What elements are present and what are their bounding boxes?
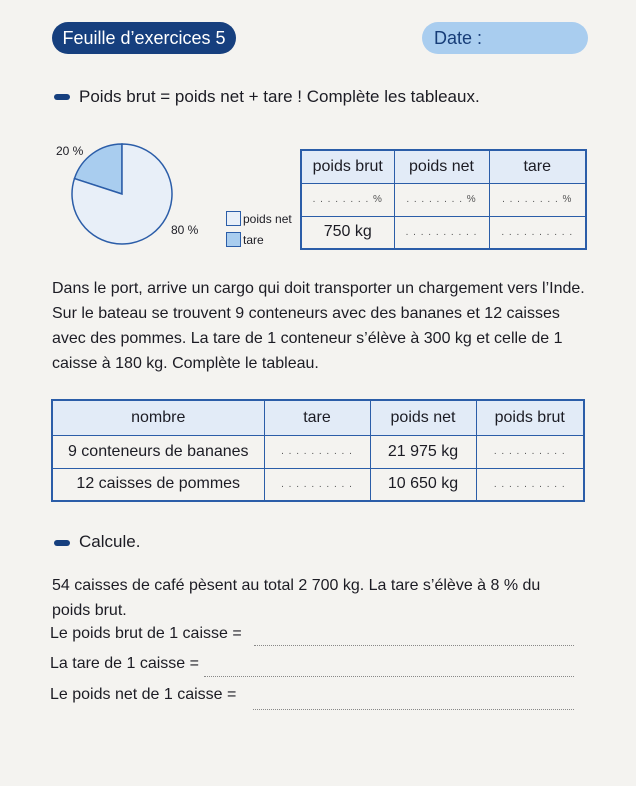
bullet-dash-icon [54, 94, 70, 100]
date-field[interactable]: Date : [422, 22, 588, 54]
answer-label-tare: La tare de 1 caisse = [50, 655, 199, 672]
table2-cell[interactable]: . . . . . . . . . . [264, 435, 370, 468]
table2-cell[interactable]: . . . . . . . . . . [264, 468, 370, 501]
slice-label-net: 80 % [171, 223, 199, 237]
table1-cell[interactable]: . . . . . . . . . . [394, 216, 489, 249]
table1-cell[interactable]: . . . . . . . . % [301, 183, 394, 216]
table2-header-brut: poids brut [476, 400, 584, 435]
problem-2-text: 54 caisses de café pèsent au total 2 700 kg. La tare s’élève à 8 % du poids brut. [52, 577, 541, 619]
table2-cell[interactable]: . . . . . . . . . . [476, 435, 584, 468]
instruction-1: Poids brut = poids net + tare ! Complète les tableaux. [79, 87, 480, 106]
legend-item-tare [226, 232, 264, 247]
answer-label-brut: Le poids brut de 1 caisse = [50, 625, 242, 642]
table1-cell[interactable]: . . . . . . . . % [394, 183, 489, 216]
legend-label-net: poids net [243, 211, 292, 226]
table2-header-net: poids net [370, 400, 476, 435]
table1-header-net: poids net [394, 150, 489, 183]
table1-cell[interactable]: . . . . . . . . . . [489, 216, 586, 249]
answer-line-net[interactable] [253, 709, 574, 710]
table2-cell: 10 650 kg [370, 468, 476, 501]
table1-header-brut: poids brut [301, 150, 394, 183]
table2-cell[interactable]: . . . . . . . . . . [476, 468, 584, 501]
table1-cell: 750 kg [301, 216, 394, 249]
table1-cell[interactable]: . . . . . . . . % [489, 183, 586, 216]
legend-label-tare: tare [243, 232, 264, 247]
answer-line-tare[interactable] [204, 676, 574, 677]
table2-cell: 21 975 kg [370, 435, 476, 468]
legend-item-net [226, 211, 292, 226]
legend-swatch-tare [226, 232, 241, 247]
legend-swatch-net [226, 211, 241, 226]
bullet-dash-icon [54, 540, 70, 546]
table2-header-tare: tare [264, 400, 370, 435]
table2-cell: 12 caisses de pommes [52, 468, 264, 501]
table1-header-tare: tare [489, 150, 586, 183]
table2-header-nombre: nombre [52, 400, 264, 435]
weight-table [300, 149, 587, 250]
instruction-2: Calcule. [79, 532, 141, 551]
cargo-table [51, 399, 585, 502]
worksheet-title: Feuille d’exercices 5 [52, 22, 236, 54]
answer-label-net: Le poids net de 1 caisse = [50, 686, 237, 703]
answer-line-brut[interactable] [254, 645, 574, 646]
table2-cell: 9 conteneurs de bananes [52, 435, 264, 468]
problem-paragraph: Dans le port, arrive un cargo qui doit transporter un chargement vers l’Inde. Sur le bateau se trouvent 9 conteneurs avec des bananes et 12 caisses avec des pommes. La tare de 1 conteneur s’élève à 300 kg et celle de 1 caisse à 180 kg. Complète le tableau. [52, 280, 585, 372]
slice-label-tare: 20 % [56, 144, 84, 158]
